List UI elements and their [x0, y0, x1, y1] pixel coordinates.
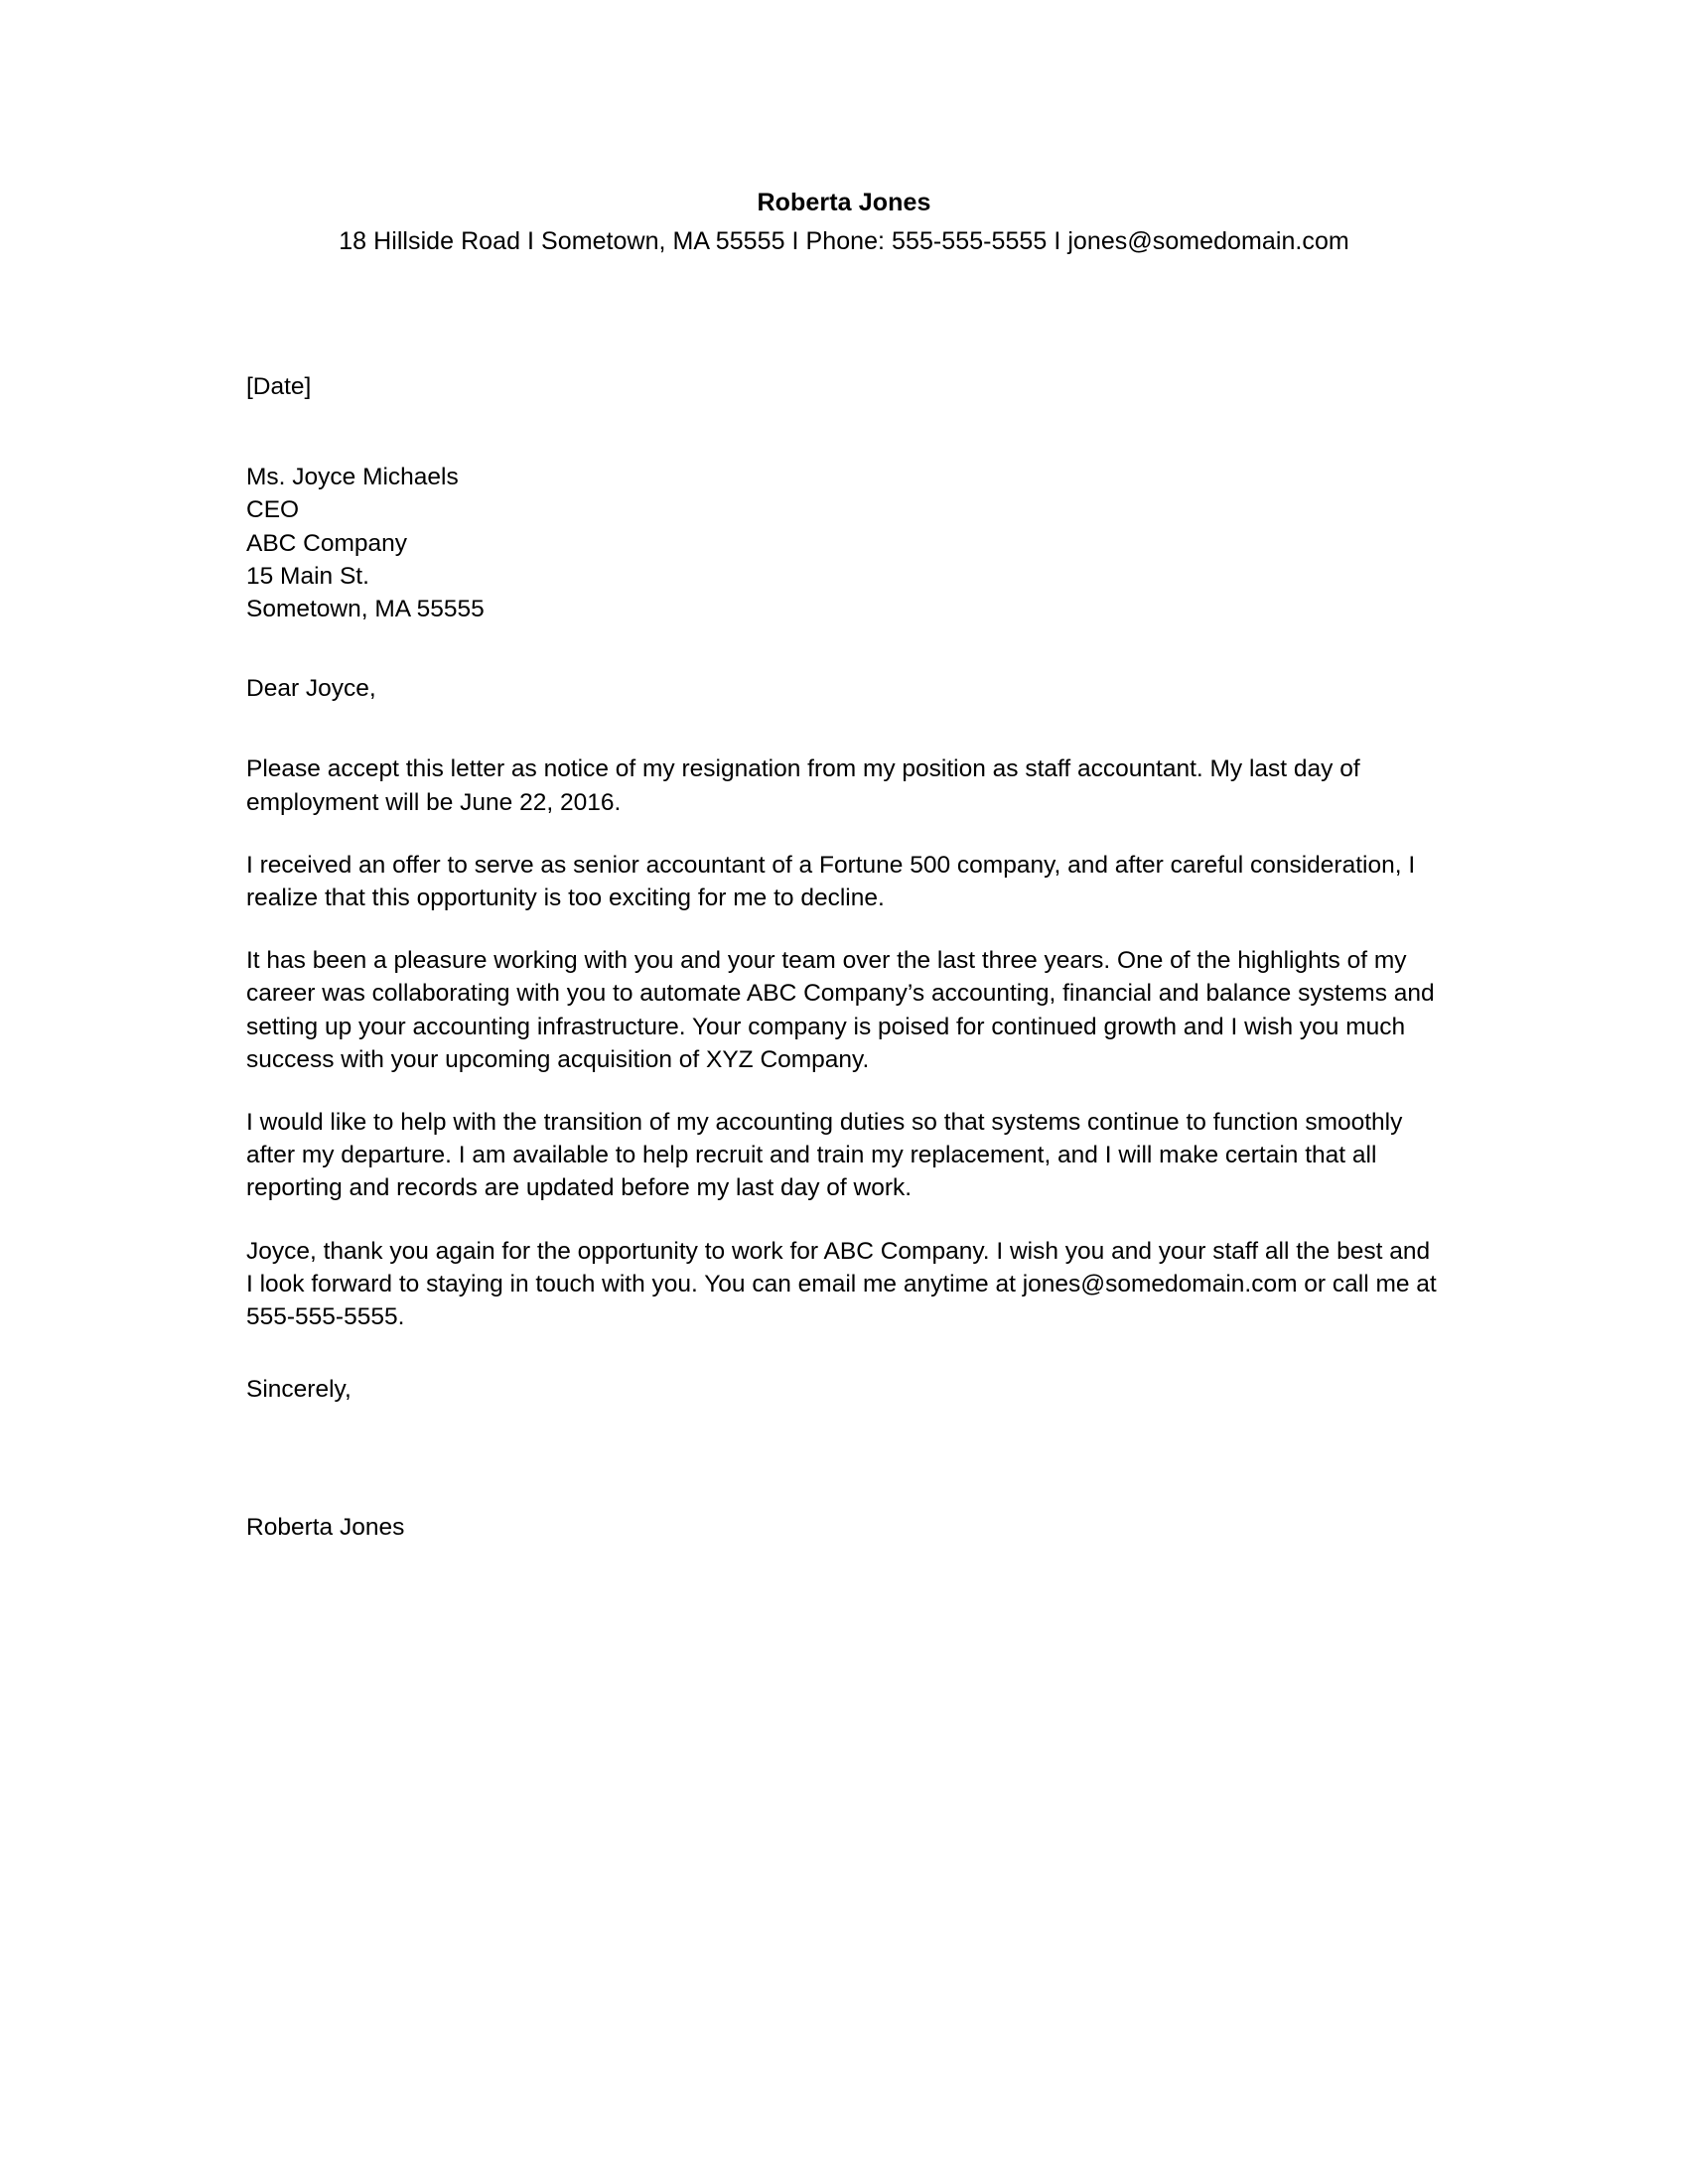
- letterhead-sender-name: Roberta Jones: [757, 189, 931, 216]
- closing-salutation: Sincerely,: [246, 1376, 352, 1404]
- body-paragraph-3: It has been a pleasure working with you and your team over the last three years. One of the highlights of my career was collaborating with you to automate ABC Company’s accounting, financial and balance systems and setting up your accounting infrastructure. Your company is poised for continued growth and I wish you much success with your upcoming acquisition of XYZ Company.: [246, 947, 1435, 1073]
- body-paragraph-1: Please accept this letter as notice of my resignation from my position as staff accountant. My last day of employment will be June 22, 2016.: [246, 755, 1360, 816]
- recipient-address-block: [246, 461, 1443, 625]
- recipient-name: Ms. Joyce Michaels: [246, 464, 459, 491]
- body-paragraph-2: I received an offer to serve as senior accountant of a Fortune 500 company, and after careful consideration, I realize that this opportunity is too exciting for me to decline.: [246, 851, 1416, 912]
- body-paragraph-5: Joyce, thank you again for the opportunity to work for ABC Company. I wish you and your staff all the best and I look forward to staying in touch with you. You can email me anytime at jones@somedomain.com or call me at 555-555-5555.: [246, 1237, 1437, 1331]
- recipient-city-state-zip: Sometown, MA 55555: [246, 596, 485, 623]
- letterhead-contact-line: 18 Hillside Road I Sometown, MA 55555 I Phone: 555-555-5555 I jones@somedomain.com: [339, 227, 1349, 255]
- signature-name: Roberta Jones: [246, 1514, 405, 1542]
- letterhead: [0, 187, 1688, 259]
- body-paragraph-4: I would like to help with the transition of my accounting duties so that systems continue to function smoothly after my departure. I am available to help recruit and train my replacement, and I will make certain that all reporting and records are updated before my last day of work.: [246, 1109, 1403, 1202]
- recipient-title: CEO: [246, 496, 300, 524]
- salutation: Dear Joyce,: [246, 675, 376, 703]
- recipient-company: ABC Company: [246, 529, 408, 557]
- letter-body: [246, 370, 1443, 1545]
- date-placeholder: [Date]: [246, 373, 312, 400]
- recipient-street: 15 Main St.: [246, 562, 369, 590]
